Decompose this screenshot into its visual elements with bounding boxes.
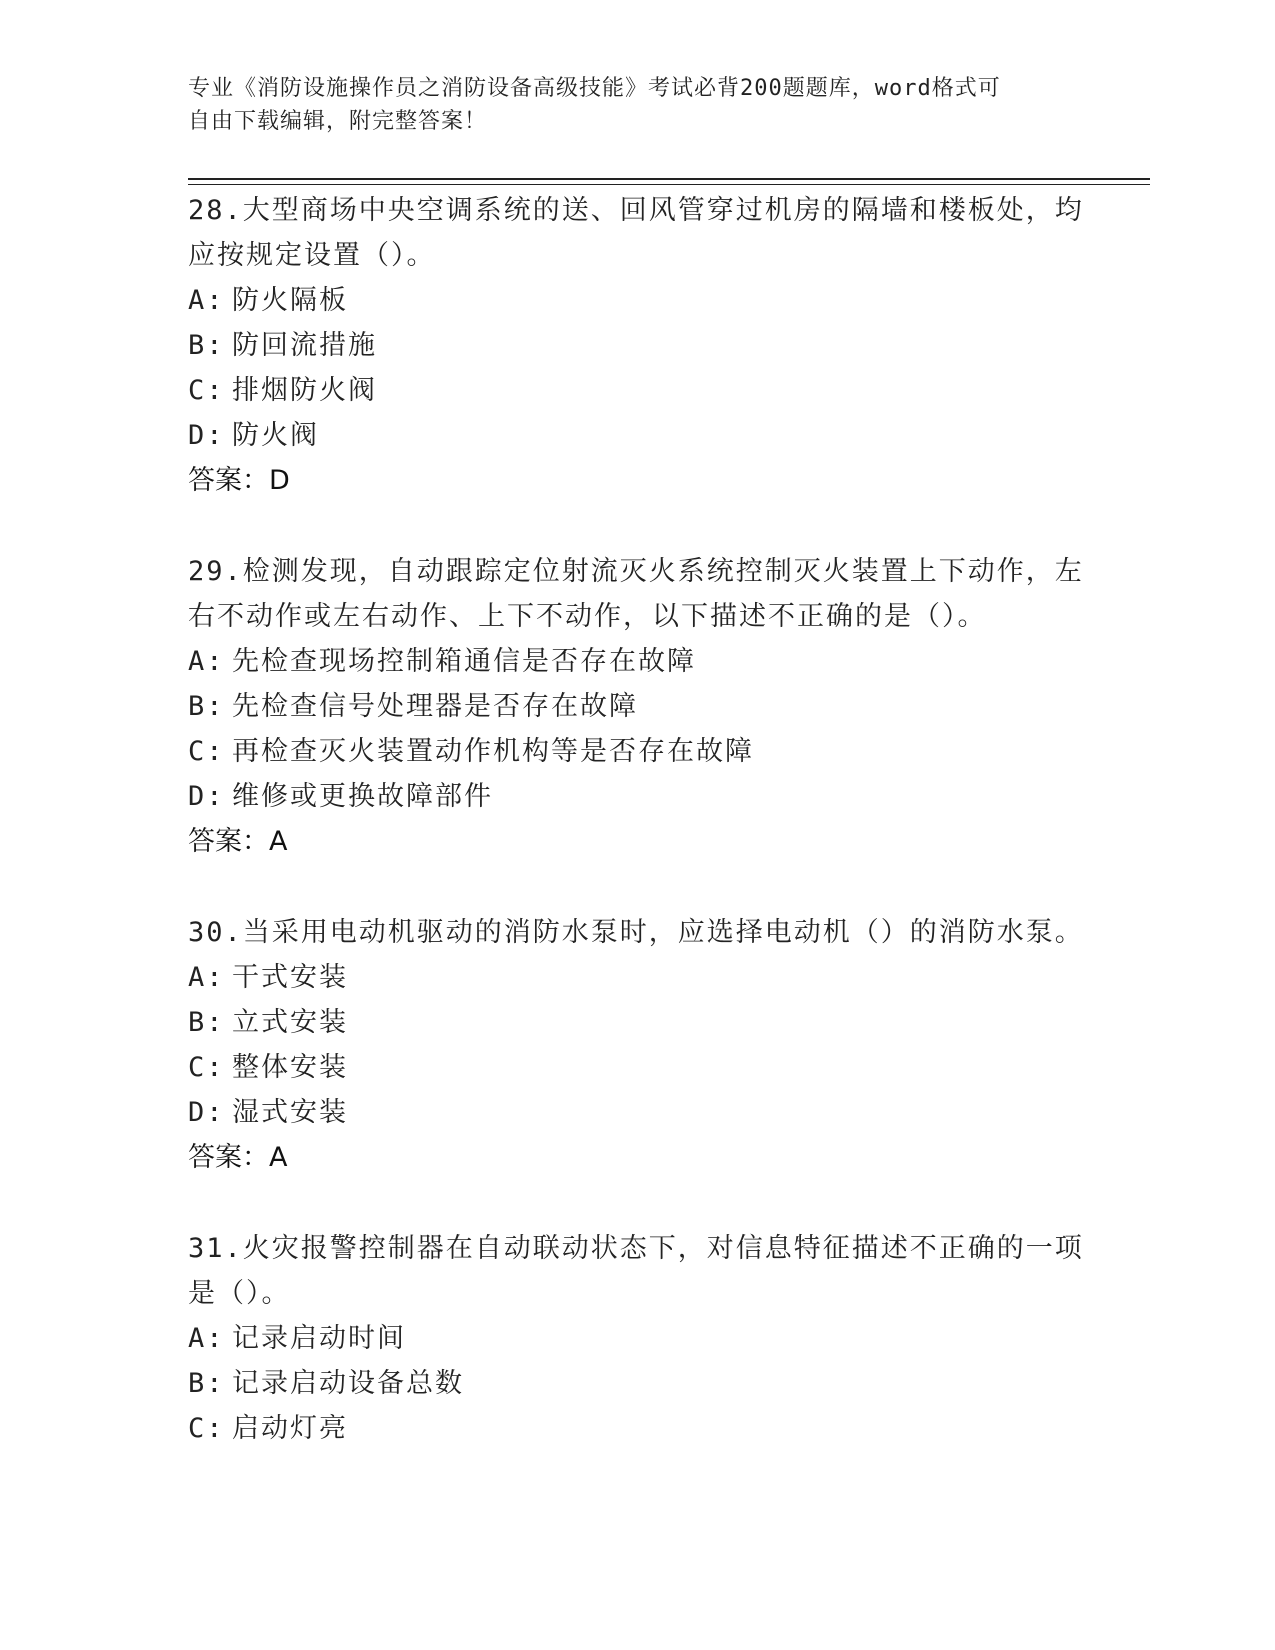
option-letter: C: [188, 375, 225, 406]
option-b [188, 1361, 1088, 1406]
option-b [188, 1000, 1088, 1045]
question-30 [188, 910, 1088, 1180]
option-a [188, 1316, 1088, 1361]
option-letter: A: [188, 646, 225, 677]
option-a [188, 278, 1088, 323]
option-d [188, 774, 1088, 819]
option-text: 防火阀 [232, 420, 319, 451]
option-text: 先检查现场控制箱通信是否存在故障 [232, 646, 696, 677]
option-b [188, 323, 1088, 368]
option-a [188, 639, 1088, 684]
option-text: 整体安装 [232, 1052, 348, 1083]
option-text: 立式安装 [232, 1007, 348, 1038]
option-a [188, 955, 1088, 1000]
option-letter: B: [188, 330, 225, 361]
option-text: 记录启动时间 [232, 1323, 406, 1354]
option-text: 湿式安装 [232, 1097, 348, 1128]
option-c [188, 368, 1088, 413]
option-text: 防回流措施 [232, 330, 377, 361]
header-title-line-2: 自由下载编辑，附完整答案！ [188, 109, 488, 134]
question-31 [188, 1226, 1088, 1451]
option-c [188, 1406, 1088, 1451]
option-d [188, 1090, 1088, 1135]
option-letter: C: [188, 1413, 225, 1444]
option-b [188, 684, 1088, 729]
question-stem: 31.火灾报警控制器在自动联动状态下，对信息特征描述不正确的一项是（）。 [188, 1233, 1084, 1309]
question-stem: 28.大型商场中央空调系统的送、回风管穿过机房的隔墙和楼板处，均应按规定设置（）。 [188, 195, 1084, 271]
header-title-line-1: 专业《消防设施操作员之消防设备高级技能》考试必背200题题库，word格式可 [188, 76, 1001, 101]
header-divider-thin [188, 184, 1150, 185]
option-letter: D: [188, 1097, 225, 1128]
question-29 [188, 549, 1088, 864]
option-letter: A: [188, 962, 225, 993]
option-text: 再检查灭火装置动作机构等是否存在故障 [232, 736, 754, 767]
option-text: 干式安装 [232, 962, 348, 993]
question-stem: 29.检测发现，自动跟踪定位射流灭火系统控制灭火装置上下动作，左右不动作或左右动作、上下不动作，以下描述不正确的是（）。 [188, 556, 1084, 632]
option-text: 排烟防火阀 [232, 375, 377, 406]
option-letter: D: [188, 420, 225, 451]
option-c [188, 729, 1088, 774]
option-letter: B: [188, 691, 225, 722]
option-letter: C: [188, 736, 225, 767]
answer-line: 答案：A [188, 1142, 288, 1173]
option-letter: A: [188, 285, 225, 316]
option-letter: B: [188, 1007, 225, 1038]
answer-line: 答案：A [188, 826, 288, 857]
question-list [188, 188, 1088, 1497]
option-text: 启动灯亮 [232, 1413, 348, 1444]
option-c [188, 1045, 1088, 1090]
header-divider-thick [188, 178, 1150, 180]
document-header [188, 72, 1088, 138]
option-text: 维修或更换故障部件 [232, 781, 493, 812]
question-28 [188, 188, 1088, 503]
option-text: 防火隔板 [232, 285, 348, 316]
option-letter: C: [188, 1052, 225, 1083]
option-text: 记录启动设备总数 [232, 1368, 464, 1399]
option-letter: D: [188, 781, 225, 812]
option-letter: A: [188, 1323, 225, 1354]
option-d [188, 413, 1088, 458]
option-text: 先检查信号处理器是否存在故障 [232, 691, 638, 722]
option-letter: B: [188, 1368, 225, 1399]
answer-line: 答案：D [188, 465, 290, 496]
question-stem: 30.当采用电动机驱动的消防水泵时，应选择电动机（）的消防水泵。 [188, 917, 1084, 948]
